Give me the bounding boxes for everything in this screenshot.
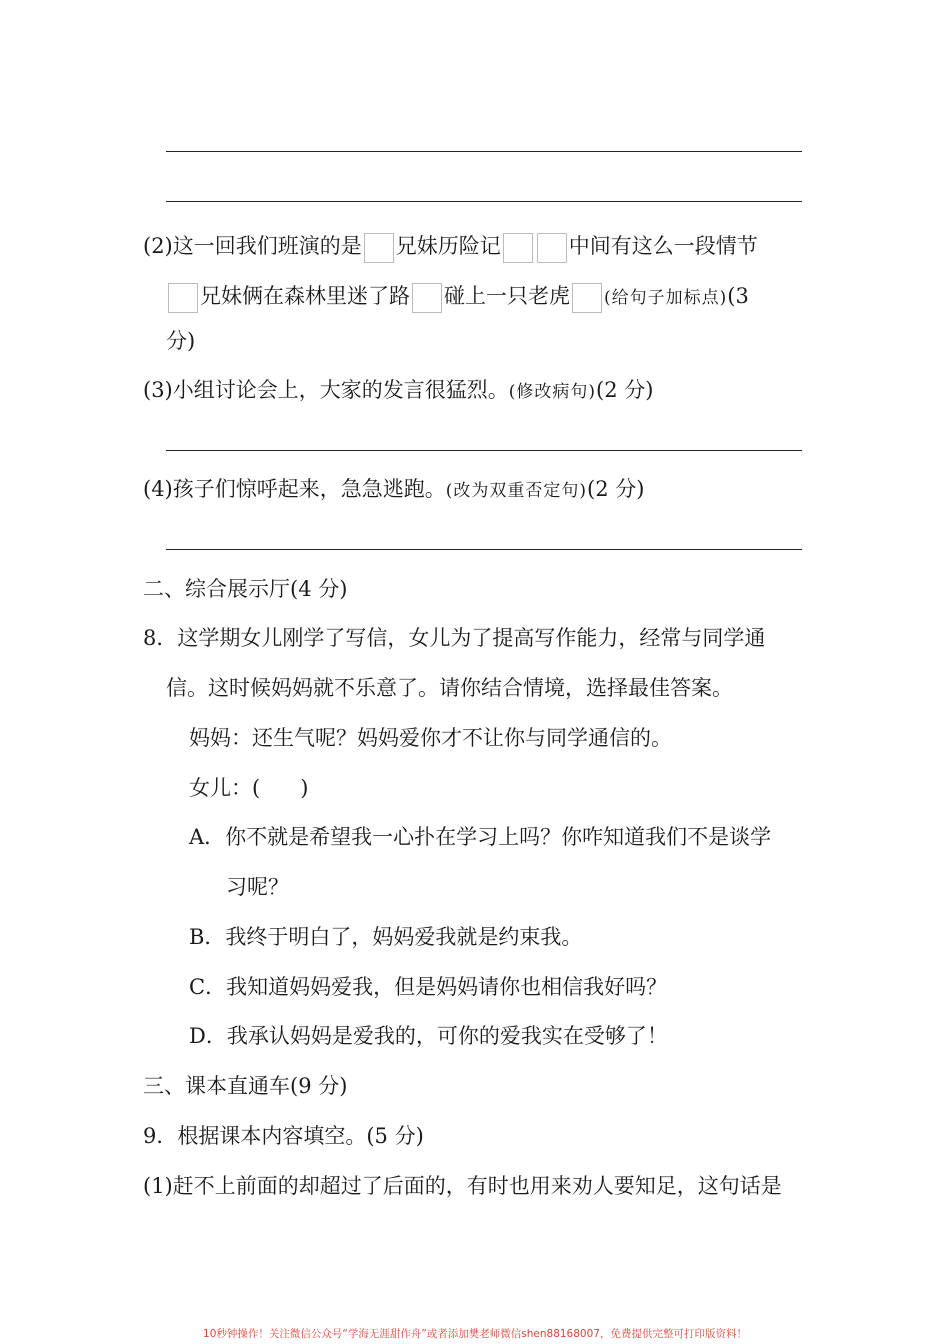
q8-option-c: C．我知道妈妈爱我，但是妈妈请你也相信我好吗？: [189, 975, 668, 999]
q7-part2-text-b: 兄妹历险记: [395, 234, 501, 258]
answer-line: [166, 549, 802, 550]
q8-daughter: [189, 773, 308, 803]
section3-title: 三、课本直通车(9 分): [143, 1074, 348, 1098]
q7-part2-text-a: (2)这一回我们班演的是: [143, 234, 362, 258]
q8-daughter-a: 女儿：(: [189, 776, 261, 800]
answer-line: [166, 151, 802, 152]
q8-option-b: B．我终于明白了，妈妈爱我就是约束我。: [189, 925, 583, 949]
punctuation-box[interactable]: [168, 283, 198, 313]
punctuation-box[interactable]: [572, 283, 602, 313]
q7-part2-line2: [166, 281, 749, 313]
q7-part2-score-b: 分): [166, 329, 196, 353]
q9-title: 9．根据课本内容填空。(5 分): [143, 1124, 424, 1148]
q7-part2-line1: [143, 231, 758, 263]
q8-line2: 信。这时候妈妈就不乐意了。请你结合情境，选择最佳答案。: [166, 676, 733, 700]
section2-title: 二、综合展示厅(4 分): [143, 577, 348, 601]
footer-promo: 10秒钟操作！关注微信公众号“学海无涯甜作舟”或者添加樊老师微信shen88168007，免费提供完整可打印版资料！: [203, 1328, 747, 1340]
q7-part2-note: (给句子加标点): [604, 288, 728, 308]
q8-option-a-line1: A．你不就是希望我一心扑在学习上吗？你咋知道我们不是谈学: [189, 825, 772, 849]
q8-option-d: D．我承认妈妈是爱我的，可你的爱我实在受够了！: [189, 1024, 668, 1048]
q7-part3: [143, 375, 653, 407]
punctuation-box[interactable]: [537, 233, 567, 263]
q7-part2-text-c: 中间有这么一段情节: [568, 234, 758, 258]
q7-part4-text: (4)孩子们惊呼起来，急急逃跑。: [143, 477, 446, 501]
q8-mom: 妈妈：还生气呢？妈妈爱你才不让你与同学通信的。: [189, 726, 672, 750]
punctuation-box[interactable]: [503, 233, 533, 263]
q7-part3-note: (修改病句): [508, 382, 597, 402]
q7-part3-score: (2 分): [596, 378, 654, 402]
q7-part4-score: (2 分): [587, 477, 645, 501]
punctuation-box[interactable]: [412, 283, 442, 313]
q8-line1: 8．这学期女儿刚学了写信，女儿为了提高写作能力，经常与同学通: [143, 626, 766, 650]
q7-part2-text-e: 碰上一只老虎: [444, 284, 570, 308]
q7-part3-text: (3)小组讨论会上，大家的发言很猛烈。: [143, 378, 509, 402]
punctuation-box[interactable]: [364, 233, 394, 263]
q7-part4: [143, 474, 644, 506]
q7-part4-note: (改为双重否定句): [445, 481, 588, 501]
q7-part2-text-d: 兄妹俩在森林里迷了路: [200, 284, 410, 308]
answer-line: [166, 201, 802, 202]
q9-part1: (1)赶不上前面的却超过了后面的，有时也用来劝人要知足，这句话是: [143, 1174, 782, 1198]
q8-daughter-b: ): [300, 776, 309, 800]
q7-part2-score-a: (3: [727, 284, 749, 308]
q8-option-a-line2: 习呢？: [226, 875, 289, 899]
answer-line: [166, 450, 802, 451]
